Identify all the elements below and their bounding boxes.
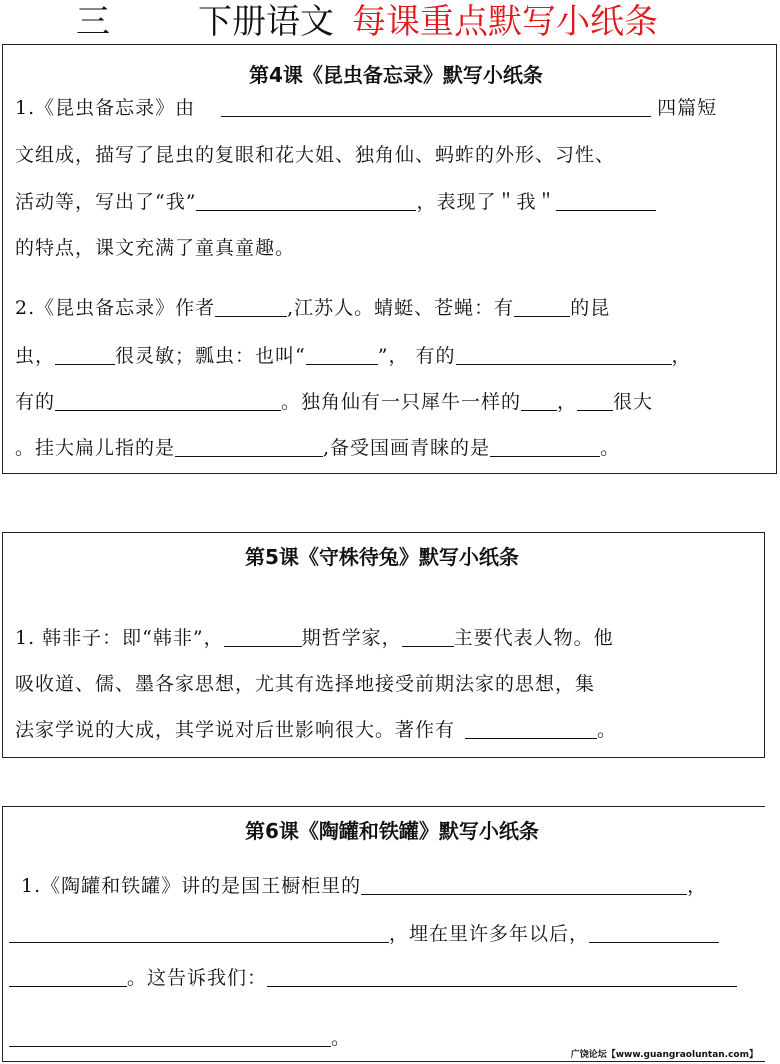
answer-blank[interactable] bbox=[465, 719, 597, 739]
footer-watermark: 广饶论坛【www.guangraoluntan.com】 bbox=[570, 1050, 758, 1060]
lesson4-q2-line1: 2.《昆虫备忘录》作者 ,江苏人。蜻蜓、苍蝇：有 的昆 bbox=[15, 297, 611, 319]
lesson4-q2-line2: 虫， 很灵敏；瓢虫：也叫“ ”， 有的 ， bbox=[15, 345, 692, 367]
lesson6-line3: 。这告诉我们： bbox=[9, 963, 737, 990]
answer-blank[interactable] bbox=[55, 391, 281, 411]
answer-blank[interactable] bbox=[402, 627, 454, 647]
answer-blank[interactable] bbox=[221, 97, 651, 117]
answer-blank[interactable] bbox=[306, 345, 378, 365]
title-black-part: 下册语文 bbox=[198, 2, 334, 42]
lesson6-line2: ，埋在里许多年以后， bbox=[9, 919, 719, 946]
answer-blank[interactable] bbox=[175, 437, 323, 457]
answer-blank[interactable] bbox=[224, 627, 302, 647]
answer-blank[interactable] bbox=[361, 875, 687, 895]
lesson6-line1: 1.《陶罐和铁罐》讲的是国王橱柜里的 ， bbox=[21, 875, 708, 897]
answer-blank[interactable] bbox=[196, 191, 416, 211]
lesson4-q1-line3: 活动等，写出了“我” ，表现了＂我＂ bbox=[15, 187, 656, 214]
lesson4-heading: 第4课《昆虫备忘录》默写小纸条 bbox=[249, 63, 543, 87]
title-section-number: 三 bbox=[76, 2, 110, 42]
page-title bbox=[0, 0, 780, 44]
answer-blank[interactable] bbox=[215, 297, 287, 317]
answer-blank[interactable] bbox=[9, 967, 127, 987]
answer-blank[interactable] bbox=[267, 967, 737, 987]
answer-blank[interactable] bbox=[456, 345, 672, 365]
answer-blank[interactable] bbox=[577, 391, 613, 411]
lesson5-line3: 法家学说的大成，其学说对后世影响很大。著作有 。 bbox=[15, 719, 618, 741]
answer-blank[interactable] bbox=[589, 923, 719, 943]
title-red-part: 每课重点默写小纸条 bbox=[352, 2, 658, 42]
lesson5-line2: 吸收道、儒、墨各家思想，尤其有选择地接受前期法家的思想，集 bbox=[15, 673, 596, 695]
lesson6-line4: 。 bbox=[9, 1023, 351, 1050]
lesson6-heading: 第6课《陶罐和铁罐》默写小纸条 bbox=[245, 819, 539, 843]
lesson4-q1-line4: 的特点，课文充满了童真童趣。 bbox=[15, 237, 296, 259]
lesson4-q2-line4: 。挂大扁儿指的是 ,备受国画青睐的是 。 bbox=[15, 437, 621, 459]
answer-blank[interactable] bbox=[556, 191, 656, 211]
lesson5-heading: 第5课《守株待兔》默写小纸条 bbox=[245, 545, 519, 569]
answer-blank[interactable] bbox=[514, 297, 570, 317]
lesson4-q1-line1: 1.《昆虫备忘录》由 四篇短 bbox=[15, 97, 718, 119]
lesson4-q1-line2: 文组成，描写了昆虫的复眼和花大姐、独角仙、蚂蚱的外形、习性、 bbox=[15, 144, 616, 166]
lesson5-line1: 1. 韩非子：即“韩非”， 期哲学家， 主要代表人物。他 bbox=[15, 627, 614, 649]
answer-blank[interactable] bbox=[9, 923, 389, 943]
lesson6-card bbox=[2, 806, 765, 1062]
lesson4-q2-line3: 有的 。独角仙有一只犀牛一样的 ， 很大 bbox=[15, 391, 654, 413]
lesson5-card bbox=[2, 532, 765, 758]
answer-blank[interactable] bbox=[55, 345, 115, 365]
lesson4-card bbox=[2, 44, 777, 474]
answer-blank[interactable] bbox=[9, 1027, 331, 1047]
answer-blank[interactable] bbox=[521, 391, 557, 411]
answer-blank[interactable] bbox=[490, 437, 600, 457]
